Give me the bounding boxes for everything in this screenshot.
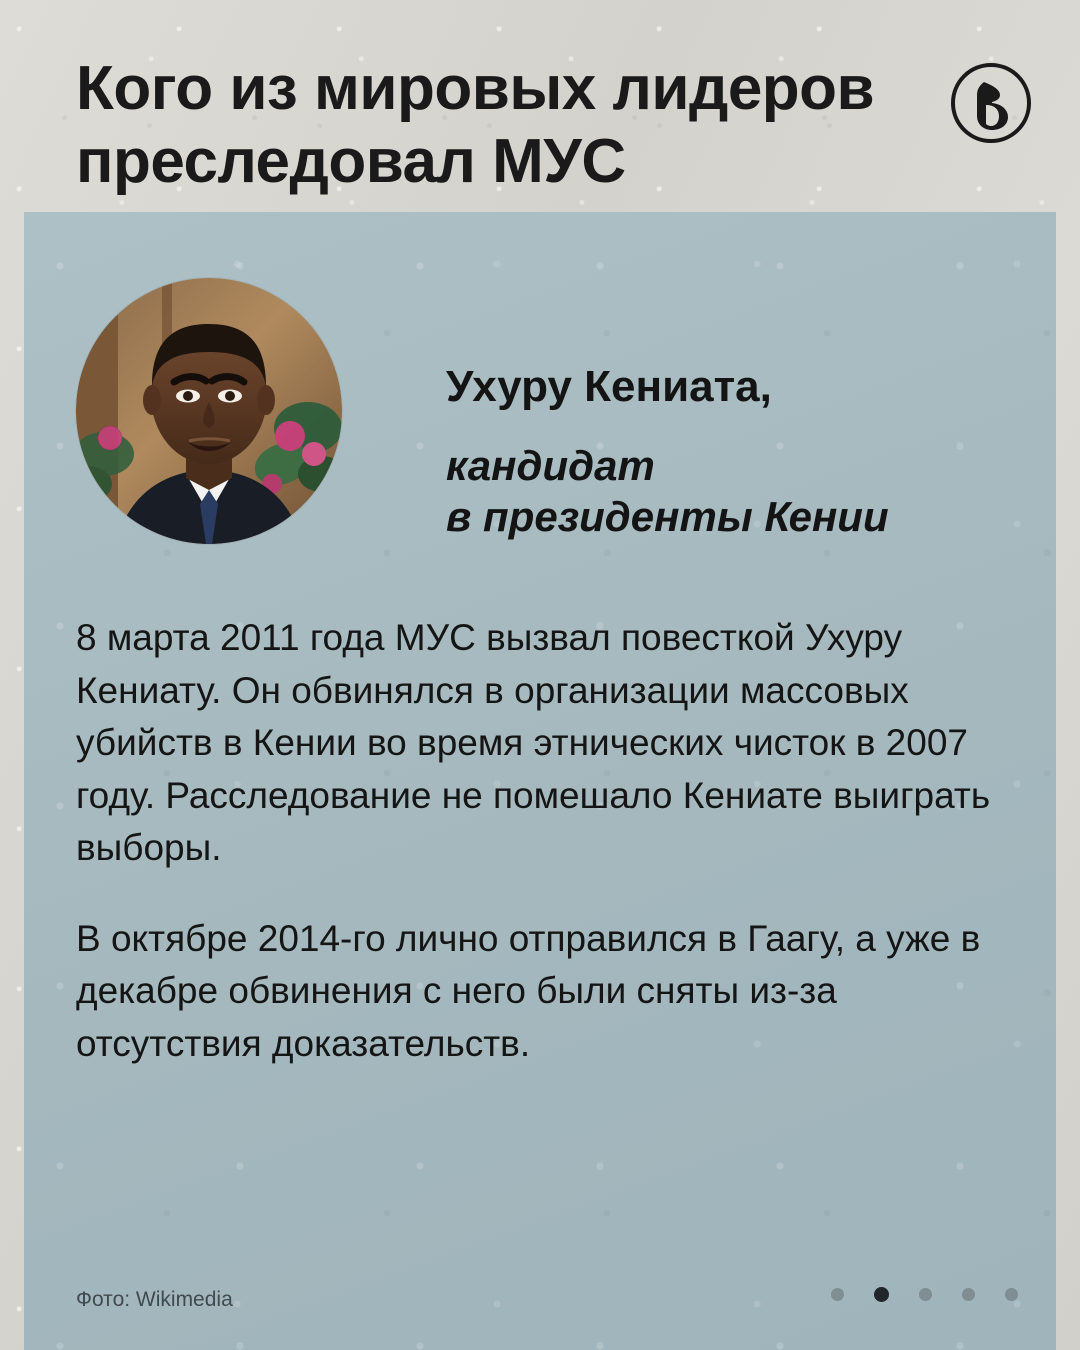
pagination-dot[interactable] — [831, 1288, 844, 1301]
person-role-line-1: кандидат — [446, 442, 655, 489]
portrait-photo — [76, 278, 342, 544]
page-title: Кого из мировых лидеров преследовал МУС — [76, 54, 875, 197]
pagination-dot[interactable] — [1005, 1288, 1018, 1301]
pagination-dot[interactable] — [962, 1288, 975, 1301]
pagination-dot[interactable] — [919, 1288, 932, 1301]
person-role — [446, 440, 1046, 542]
body-paragraph: 8 марта 2011 года МУС вызвал повесткой Ухуру Кениату. Он обвинялся в организации массовых убийств в Кении во время этнических чисток в 2007 году. Расследование не помешало Кениате выиграть выборы. — [76, 617, 991, 869]
pagination-dot-active[interactable] — [874, 1287, 889, 1302]
person-role-line-2: в президенты Кении — [446, 493, 889, 541]
photo-credit: Фото: Wikimedia — [76, 1288, 233, 1311]
person-name: Ухуру Кениата, — [446, 362, 772, 411]
pagination-dots[interactable] — [831, 1287, 1018, 1302]
kommersant-b-logo-icon — [950, 62, 1032, 144]
body-paragraph: В октябре 2014-го лично отправился в Гаагу, а уже в декабре обвинения с него были сняты из-за отсутствия доказательств. — [76, 917, 981, 1064]
body-text — [76, 612, 1006, 1070]
